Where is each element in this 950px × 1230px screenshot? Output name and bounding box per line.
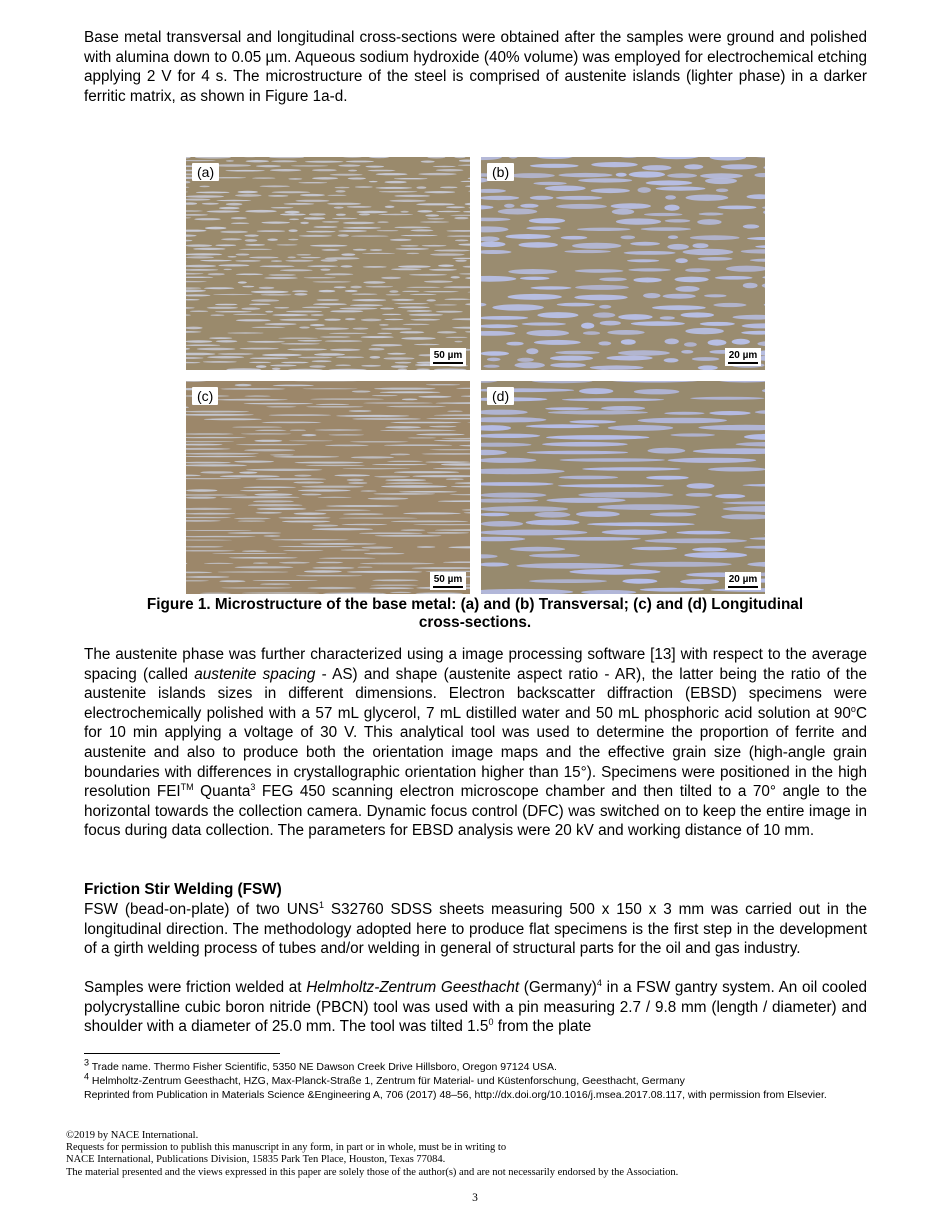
footnote-4-text: Helmholtz-Zentrum Geesthacht, HZG, Max-Planck-Straße 1, Zentrum für Material- und Küstenforschung, Geesthacht, Germany — [89, 1075, 685, 1087]
footnote-ref-1: 1 — [319, 899, 325, 910]
text-run: in a FSW gantry system. An oil cooled polycrystalline cubic boron nitride (PBCN) tool was used with a pin measuring 2.7 / 9.8 mm (length / diameter) and shoulder with a diameter of 25.0 mm. The tool was tilted 1.5 — [84, 979, 867, 1036]
text-run: - AS) and shape (austenite aspect ratio - AR), the latter being the ratio of the austenite islands sizes in different dimensions. Electron backscatter diffraction (EBSD) specimens were electrochemically polished with a 57 mL glycerol, 7 mL distilled water and 50 mL phosphoric acid solution at 90 — [84, 665, 867, 722]
micrograph-panel-d — [481, 381, 765, 594]
text-run: FSW (bead-on-plate) of two UNS — [84, 901, 319, 918]
paragraph-austenite-ebsd — [84, 645, 867, 841]
scale-bar-c-line — [433, 586, 463, 588]
figure-1-microstructure — [186, 157, 766, 594]
text-run: from the plate — [493, 1018, 592, 1036]
text-run: The austenite phase was further characterized using a image processing software [13] with respect to the average spacing (called — [84, 646, 867, 683]
copyright-line-4: The material presented and the views expressed in this paper are solely those of the author(s) and are not necessarily endorsed by the Association. — [66, 1166, 679, 1178]
scale-bar-d-label: 20 µm — [728, 574, 758, 585]
copyright-line-3: NACE International, Publications Division, 15835 Park Ten Place, Houston, Texas 77084. — [66, 1154, 446, 1166]
figure-caption-line-1: Figure 1. Microstructure of the base metal: (a) and (b) Transversal; (c) and (d) Longitudinal — [146, 596, 804, 613]
footnote-3-text: Trade name. Thermo Fisher Scientific, 5350 NE Dawson Creek Drive Hillsboro, Oregon 97124 USA. — [89, 1061, 557, 1073]
panel-label-d: (d) — [487, 387, 514, 405]
italic-term-hzg: Helmholtz-Zentrum Geesthacht — [306, 979, 520, 996]
italic-term-austenite-spacing: austenite spacing — [194, 665, 316, 683]
scale-bar-c — [430, 572, 466, 590]
scale-bar-b-line — [728, 362, 758, 364]
panel-label-c: (c) — [192, 387, 218, 405]
section-heading-fsw: Friction Stir Welding (FSW) — [84, 881, 282, 898]
micrograph-panel-b — [481, 157, 765, 370]
text-run: Quanta — [193, 783, 251, 801]
footnote-3 — [84, 1057, 844, 1074]
footnote-4 — [84, 1071, 844, 1088]
footnote-3-mark: 3 — [84, 1057, 90, 1068]
text-run: S32760 SDSS sheets measuring 500 x 150 x 3 mm was carried out in the longitudinal direction. The methodology adopted here to produce flat specimens is the first step in the development of a girth welding process of tubes and/or welding in general of structural parts for the oil and gas industry. — [84, 901, 867, 958]
micrograph-panel-a — [186, 157, 470, 370]
reprint-note: Reprinted from Publication in Materials Science &Engineering A, 706 (2017) 48–56, http://dx.doi.org/10.1016/j.msea.2017.08.117, with permission from Elsevier. — [84, 1089, 827, 1101]
micrograph-b-image — [481, 157, 765, 370]
micrograph-a-image — [186, 157, 470, 370]
scale-bar-c-label: 50 µm — [433, 574, 463, 585]
superscript-tm: TM — [180, 782, 194, 793]
scale-bar-d — [725, 572, 761, 590]
copyright-line-2: Requests for permission to publish this manuscript in any form, in part or in whole, must be in writing to — [66, 1142, 507, 1154]
text-run: Samples were friction welded at — [84, 979, 307, 996]
text-run: FEG 450 scanning electron microscope chamber and then tilted to a 70° angle to the horizontal towards the collection camera. Dynamic focus control (DFC) was switched on to keep the entire image in focus during data collection. The parameters for EBSD analysis were 20 kV and working distance of 10 mm. — [84, 783, 867, 840]
panel-label-a: (a) — [192, 163, 219, 181]
micrograph-c-image — [186, 381, 470, 594]
footnote-ref-4: 4 — [596, 977, 602, 988]
text-run: (Germany) — [519, 979, 597, 996]
page-number: 3 — [472, 1192, 478, 1204]
footnote-divider — [84, 1053, 280, 1054]
superscript-degree: o — [850, 703, 856, 714]
footnote-ref-3: 3 — [250, 782, 256, 793]
micrograph-d-image — [481, 381, 765, 594]
scale-bar-b — [725, 348, 761, 366]
copyright-block — [66, 1130, 886, 1179]
paragraph-fsw-samples — [84, 978, 867, 1037]
figure-caption-line-2: cross-sections. — [418, 614, 532, 631]
copyright-line-1: ©2019 by NACE International. — [66, 1130, 199, 1141]
figure-caption — [100, 596, 850, 632]
panel-label-b: (b) — [487, 163, 514, 181]
micrograph-panel-c — [186, 381, 470, 594]
paragraph-fsw-intro — [84, 900, 867, 959]
superscript-degree: 0 — [488, 1017, 494, 1028]
text-run: C for 10 min applying a voltage of 30 V. This analytical tool was used to determine the proportion of ferrite and austenite and also to produce both the orientation image maps and the effective grain size (high-angle grain boundaries with differences in crystallographic orientation higher than 15°). Specimens were positioned in the high resolution FEI — [84, 704, 867, 801]
scale-bar-d-line — [728, 586, 758, 588]
footnote-4-mark: 4 — [84, 1071, 90, 1082]
scale-bar-a-line — [433, 362, 463, 364]
scale-bar-b-label: 20 µm — [728, 350, 758, 361]
paragraph-base-metal: Base metal transversal and longitudinal cross-sections were obtained after the samples were ground and polished with alumina down to 0.05 µm. Aqueous sodium hydroxide (40% volume) was employed for electrochemical etching applying 2 V for 4 s. The microstructure of the steel is comprised of austenite islands (lighter phase) in a darker ferritic matrix, as shown in Figure 1a-d. — [84, 29, 867, 105]
scale-bar-a — [430, 348, 466, 366]
scale-bar-a-label: 50 µm — [433, 350, 463, 361]
